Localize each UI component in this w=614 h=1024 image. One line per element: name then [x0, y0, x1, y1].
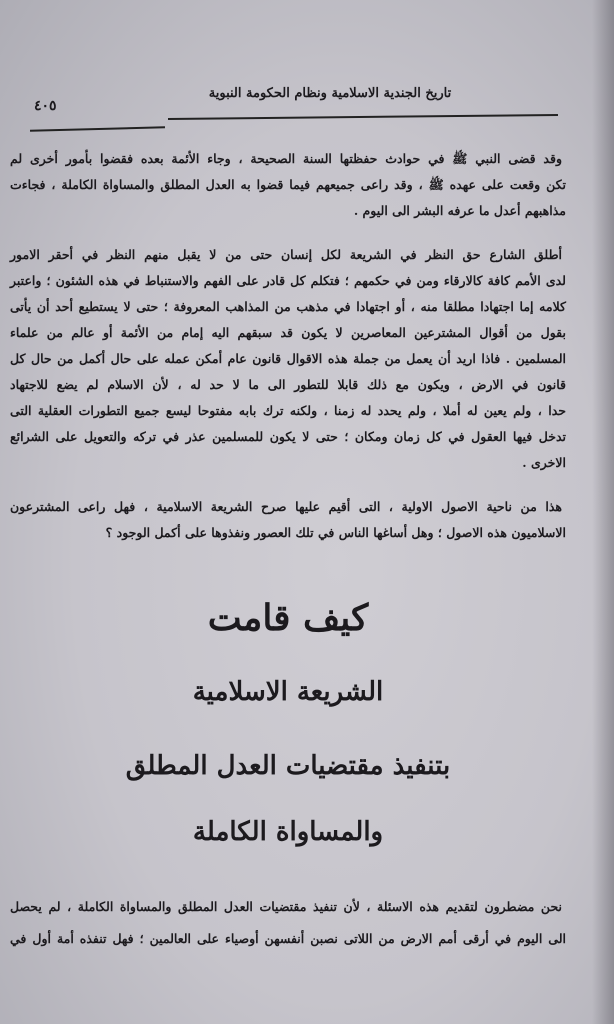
text-line: الى اليوم في أرقى أمم الارض من اللاتى نصبن أنفسهن أوصياء على العالمين ؛ فهل تنفذه أمة أول في — [10, 931, 566, 946]
text-line: لدى الأمم كافة كالارقاء ومن في حكمهم ؛ فتكلم كل قادر على الفهم والاستنباط في هذه الشئون ؛ واعتبر — [10, 273, 566, 288]
text-line: تدخل فيها العقول في كل زمان ومكان ؛ حتى لا يكون للمسلمين عذر في تركه والتعويل على الشرائع — [10, 429, 566, 444]
page-shadow — [592, 0, 614, 1024]
body-column — [10, 146, 566, 952]
page-number: ٤٠٥ — [34, 98, 57, 114]
paragraph-gap — [10, 476, 566, 494]
header-rule — [168, 114, 558, 120]
section-heading-line2: الشريعة الاسلامية — [192, 677, 384, 707]
running-header: تاريخ الجندية الاسلامية ونظام الحكومة النبوية — [208, 86, 452, 101]
text-line: مذاهبهم أعدل ما عرفه البشر الى اليوم . — [353, 203, 566, 218]
text-line: هذا من ناحية الاصول الاولية ، التى أقيم عليها صرح الشريعة الاسلامية ، فهل راعى المشترعون — [10, 499, 562, 514]
text-line: المسلمين . فاذا اريد أن يعمل من جملة هذه الاقوال قانون عام أمكن عمله على حال أكمل من حال كل — [10, 351, 566, 366]
text-line: الاخرى . — [522, 455, 566, 470]
text-line: بقول من أقوال المشترعين المعاصرين لا يكون قد سبقهم اليه إمام من الأئمة أو عالم من علماء — [10, 325, 566, 340]
text-line: كلامه إما اجتهادا مطلقا منه ، أو اجتهادا في مذهب من المذاهب المعروفة ؛ حتى لا يستطيع أحد أن يأتى — [10, 299, 566, 314]
section-heading-line3: بتنفيذ مقتضيات العدل المطلق — [125, 751, 451, 781]
text-line: تكن وقعت على عهده ﷺ ، وقد راعى جميعهم فيما قضوا به العدل المطلق والمساواة الكاملة ، فجاءت — [10, 177, 566, 192]
section-heading-line4: والمساواة الكاملة — [192, 817, 384, 847]
text-line: أطلق الشارع حق النظر في الشريعة لكل إنسان حتى من لا يقبل منهم النظر في أحقر الامور — [10, 247, 562, 262]
text-line: قانون في الارض ، ويكون مع ذلك قابلا للتطور الى ما لا حد له ، لأن الاسلام لم يضع للاجتهاد — [10, 377, 566, 392]
header-rule-left — [30, 126, 165, 132]
section-heading-line1: كيف قامت — [207, 597, 369, 639]
text-line: وقد قضى النبي ﷺ في حوادث حفظتها السنة الصحيحة ، وجاء الأئمة بعده فقضوا بأمور أخرى لم — [10, 151, 562, 166]
text-line: حدا ، ولم يعين له أملا ، ولم يحدد له زمنا ، ولكنه ترك بابه مفتوحا ليسع جميع التطورات العقلية التى — [10, 403, 566, 418]
paragraph-gap — [10, 224, 566, 242]
text-line: نحن مضطرون لتقديم هذه الاسئلة ، لأن تنفيذ مقتضيات العدل المطلق والمساواة الكاملة ، لم يحصل — [10, 899, 562, 914]
text-line: الاسلاميون هذه الاصول ؛ وهل أساغها الناس في تلك العصور ونفذوها على أكمل الوجود ؟ — [105, 525, 566, 540]
